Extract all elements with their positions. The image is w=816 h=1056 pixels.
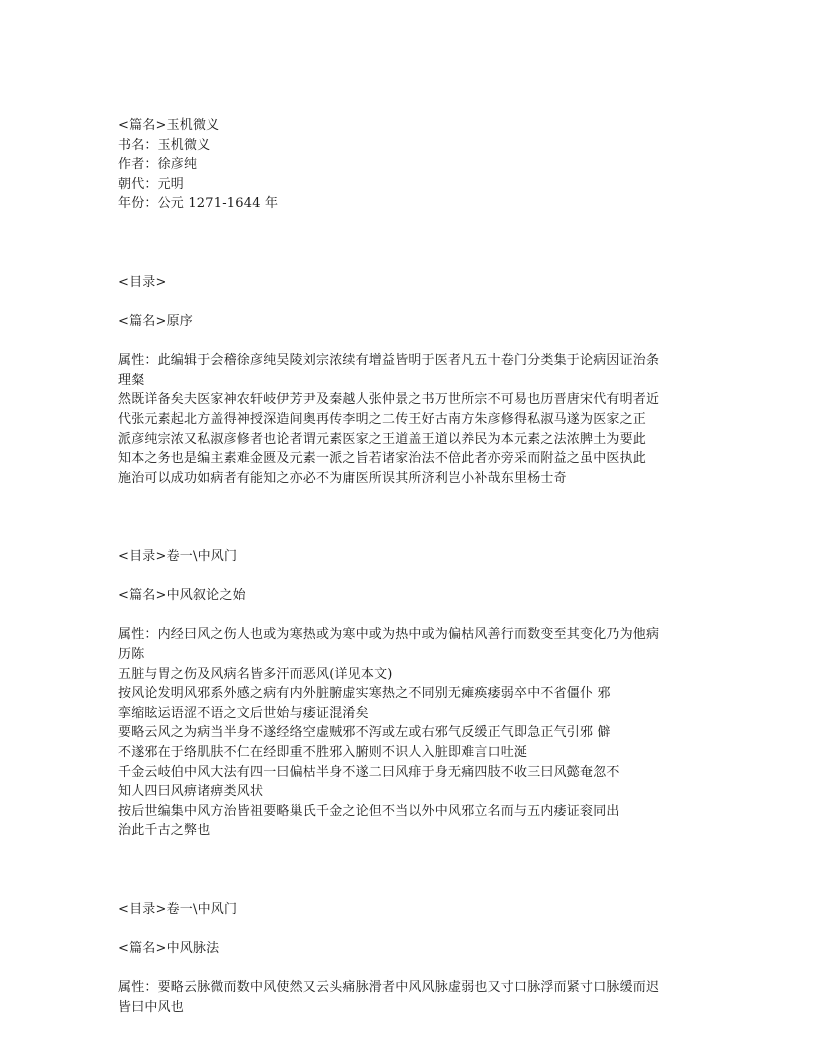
body-line: 派彦纯宗浓又私淑彦修者也论者谓元素医家之王道盖王道以养民为本元素之法浓脾土为要此	[118, 431, 647, 447]
chapter-body	[118, 351, 708, 488]
body-line: 千金云岐伯中风大法有四一曰偏枯半身不遂二曰风痱于身无痛四肢不收三曰风懿奄忽不	[118, 764, 620, 780]
chapter-heading: <篇名>中风脉法	[118, 940, 220, 956]
body-line: 然既详备矣夫医家神农轩岐伊芳尹及秦越人张仲景之书万世所宗不可易也历晋唐宋代有明者近	[118, 392, 660, 408]
body-line: 按风论发明风邪系外感之病有内外脏腑虚实寒热之不同别无瘫痪痿弱卒中不省僵仆 邪	[118, 686, 611, 702]
section-zhongfeng-maifa	[118, 900, 708, 1018]
chapter-heading: <篇名>中风叙论之始	[118, 588, 246, 604]
spacer	[118, 214, 708, 273]
book-name: 书名：玉机微义	[118, 137, 211, 153]
chapter-body	[118, 625, 708, 841]
spacer	[118, 488, 708, 547]
author: 作者：徐彦纯	[118, 157, 198, 173]
body-line: 挛缩眩运语涩不语之文后世始与痿证混淆矣	[118, 705, 369, 721]
body-line: 属性：此编辑于会稽徐彦纯吴陵刘宗浓续有增益皆明于医者凡五十卷门分类集于论病因证治条	[118, 353, 660, 369]
body-line: 属性：要略云脉微而数中风使然又云头痛脉滑者中风风脉虚弱也又寸口脉浮而紧寸口脉缓而迟	[118, 980, 660, 996]
body-line: 知本之务也是编主素难金匮及元素一派之旨若诸家治法不倍此者亦旁采而附益之虽中医执此	[118, 451, 647, 467]
body-line: 代张元素起北方盖得神授深造间奥再传李明之二传王好古南方朱彦修得私淑马遂为医家之正	[118, 411, 647, 427]
section-zhongfeng-xulun	[118, 547, 708, 841]
body-line: 五脏与胃之伤及风病名皆多汗而恶风(详见本文)	[118, 666, 393, 682]
body-line: 要略云风之为病当半身不遂经络空虚贼邪不泻或左或右邪气反缓正气即急正气引邪 僻	[118, 725, 611, 741]
body-line: 理粲	[118, 372, 145, 388]
header-block	[118, 116, 708, 214]
catalog-heading: <目录>卷一\中风门	[118, 901, 238, 917]
catalog-heading: <目录>	[118, 274, 167, 290]
catalog-heading: <目录>卷一\中风门	[118, 549, 238, 565]
body-line: 属性：内经曰风之伤人也或为寒热或为寒中或为热中或为偏枯风善行而数变至其变化乃为他病	[118, 627, 660, 643]
chapter-body	[118, 978, 708, 1017]
chapter-heading: <篇名>原序	[118, 313, 193, 329]
title-line: <篇名>玉机微义	[118, 118, 220, 133]
document-page	[118, 116, 708, 1017]
body-line: 不遂邪在于络肌肤不仁在经即重不胜邪入腑则不识人入脏即难言口吐涎	[118, 745, 528, 761]
body-line: 施治可以成功如病者有能知之亦必不为庸医所误其所济利岂小补哉东里杨士奇	[118, 470, 567, 486]
body-line: 按后世编集中风方治皆祖要略巢氏千金之论但不当以外中风邪立名而与五内痿证衮同出	[118, 803, 620, 819]
body-line: 治此千古之弊也	[118, 823, 211, 839]
body-line: 皆曰中风也	[118, 999, 185, 1015]
body-line: 历陈	[118, 647, 145, 663]
section-preface	[118, 273, 708, 489]
dynasty: 朝代：元明	[118, 176, 185, 192]
body-line: 知人四曰风痹诸痹类风状	[118, 784, 264, 800]
spacer	[118, 841, 708, 900]
years: 年份：公元 1271-1644 年	[118, 196, 279, 212]
